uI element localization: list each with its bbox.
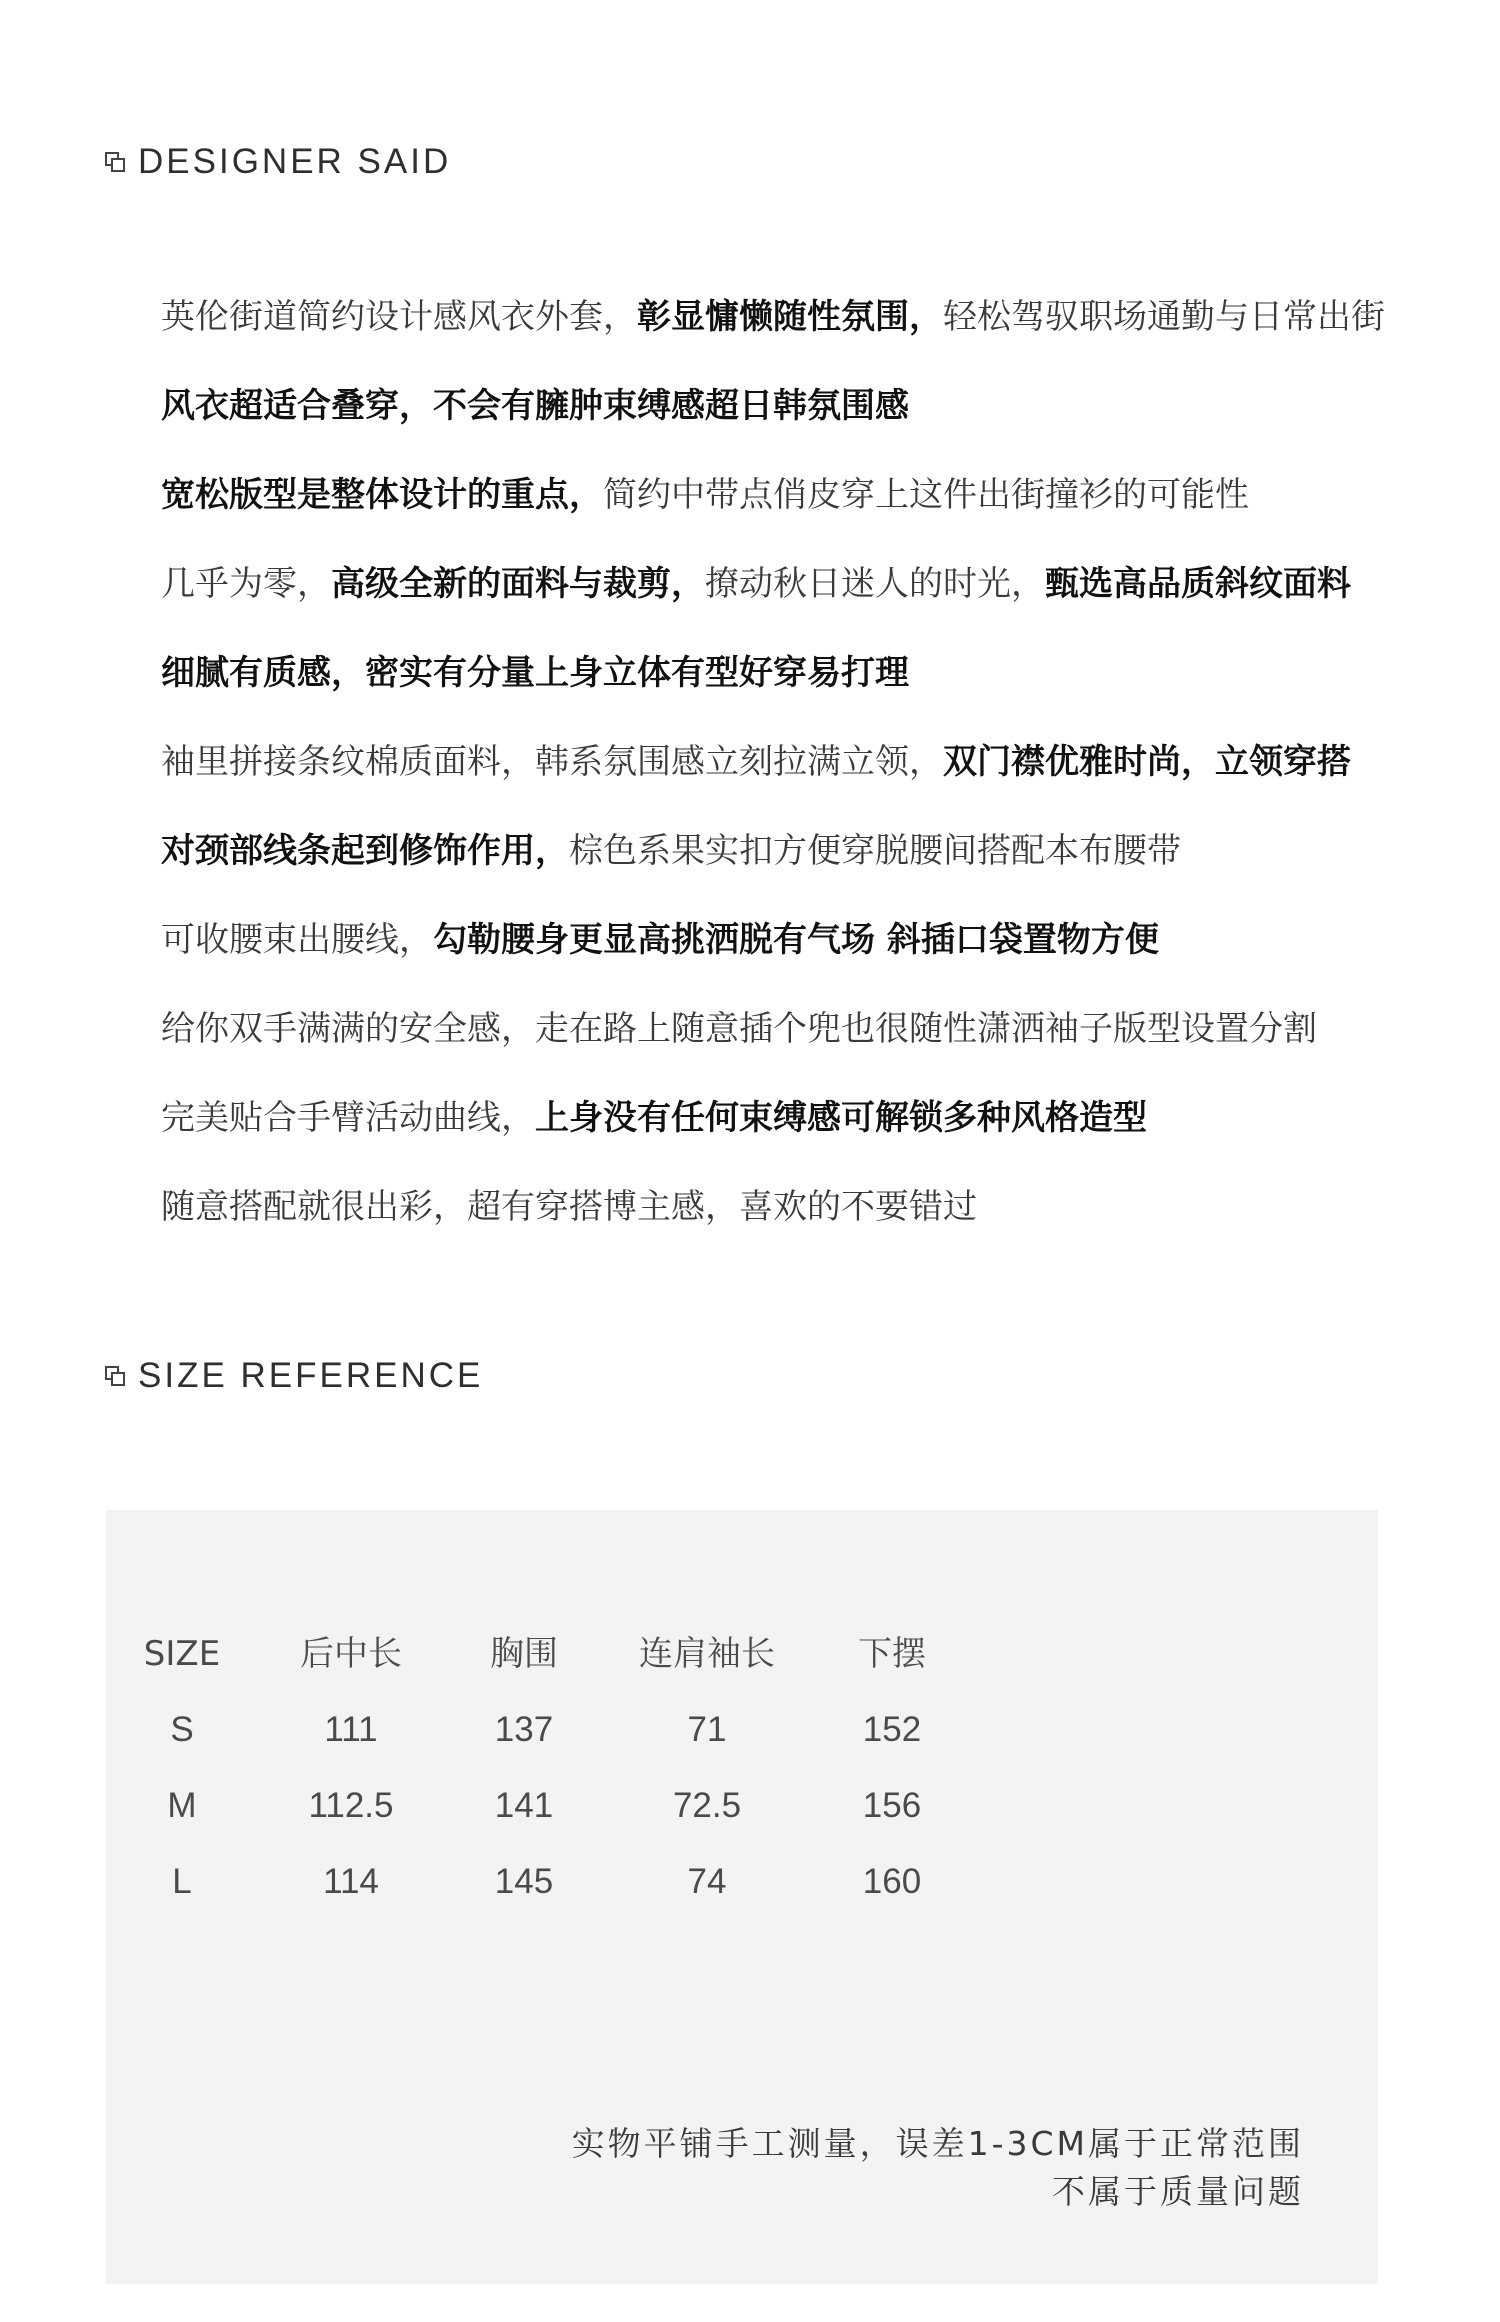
size-table-cell: 72.5 xyxy=(672,1786,742,1825)
size-table-cell: 156 xyxy=(862,1786,922,1825)
description-text: 袖里拼接条纹棉质面料，韩系氛围感立刻拉满立领， xyxy=(161,742,943,782)
description-text: 给你双手满满的安全感，走在路上随意插个兜也很随性潇洒袖子版型设置分割 xyxy=(161,1009,1317,1049)
size-reference-title: SIZE REFERENCE xyxy=(138,1356,484,1395)
description-text: 撩动秋日迷人的时光， xyxy=(705,564,1045,604)
size-table-cell: 114 xyxy=(323,1862,379,1901)
description-line xyxy=(161,282,1461,371)
description-bold-text: 上身没有任何束缚感可解锁多种风格造型 xyxy=(535,1098,1147,1138)
size-table-header-cell: SIZE xyxy=(143,1634,221,1674)
size-table-header-cell: 后中长 xyxy=(300,1634,402,1674)
description-text: 英伦街道简约设计感风衣外套， xyxy=(161,297,637,337)
description-text: 完美贴合手臂活动曲线， xyxy=(161,1098,535,1138)
size-reference-header xyxy=(104,1356,483,1396)
description-line xyxy=(161,994,1461,1083)
designer-said-header xyxy=(104,142,451,182)
size-table-cell: 141 xyxy=(494,1786,554,1825)
description-bold-text: 勾勒腰身更显高挑洒脱有气场 斜插口袋置物方便 xyxy=(433,920,1159,960)
size-table-cell: 145 xyxy=(494,1862,554,1901)
description-bold-text: 对颈部线条起到修饰作用， xyxy=(161,831,569,871)
description-bold-text: 彰显慵懒随性氛围， xyxy=(637,297,943,337)
size-table-cell: 74 xyxy=(687,1862,727,1901)
size-table-cell: 111 xyxy=(324,1710,378,1749)
measurement-note xyxy=(572,2120,1304,2216)
size-table-header-cell: 连肩袖长 xyxy=(639,1634,775,1674)
size-table-row xyxy=(106,1852,1378,1912)
description-text: 几乎为零， xyxy=(161,564,331,604)
size-table-cell: S xyxy=(170,1710,194,1749)
description-bold-text: 风衣超适合叠穿，不会有臃肿束缚感超日韩氛围感 xyxy=(161,386,909,426)
size-table-panel xyxy=(106,1510,1378,2284)
size-table-header-row xyxy=(106,1624,1378,1684)
size-table-row xyxy=(106,1776,1378,1836)
size-table-row xyxy=(106,1700,1378,1760)
size-table-header-cell: 下摆 xyxy=(858,1634,926,1674)
description-line xyxy=(161,1172,1461,1261)
description-bold-text: 宽松版型是整体设计的重点， xyxy=(161,475,603,515)
description-text: 棕色系果实扣方便穿脱腰间搭配本布腰带 xyxy=(569,831,1181,871)
size-table-cell: 112.5 xyxy=(308,1786,394,1825)
size-table-cell: L xyxy=(172,1862,192,1901)
size-table-cell: 152 xyxy=(862,1710,922,1749)
description-line xyxy=(161,638,1461,727)
measurement-note-line: 不属于质量问题 xyxy=(1052,2172,1304,2211)
designer-description xyxy=(161,282,1461,1261)
description-bold-text: 高级全新的面料与裁剪， xyxy=(331,564,705,604)
designer-said-title: DESIGNER SAID xyxy=(138,142,452,181)
description-line xyxy=(161,1083,1461,1172)
measurement-note-line: 实物平铺手工测量，误差1-3CM属于正常范围 xyxy=(571,2124,1304,2163)
size-table-cell: M xyxy=(167,1786,197,1825)
description-bold-text: 甄选高品质斜纹面料 xyxy=(1045,564,1351,604)
description-line xyxy=(161,816,1461,905)
copy-icon xyxy=(104,1365,126,1387)
description-line xyxy=(161,549,1461,638)
description-line xyxy=(161,727,1461,816)
description-text: 简约中带点俏皮穿上这件出街撞衫的可能性 xyxy=(603,475,1249,515)
size-table-cell: 71 xyxy=(687,1710,727,1749)
description-text: 随意搭配就很出彩，超有穿搭博主感，喜欢的不要错过 xyxy=(161,1187,977,1227)
size-table-cell: 160 xyxy=(862,1862,922,1901)
copy-icon xyxy=(104,151,126,173)
size-table-header-cell: 胸围 xyxy=(490,1634,558,1674)
description-bold-text: 细腻有质感，密实有分量上身立体有型好穿易打理 xyxy=(161,653,909,693)
description-line xyxy=(161,905,1461,994)
size-table-cell: 137 xyxy=(494,1710,554,1749)
description-text: 可收腰束出腰线， xyxy=(161,920,433,960)
description-line xyxy=(161,371,1461,460)
description-bold-text: 双门襟优雅时尚，立领穿搭 xyxy=(943,742,1351,782)
description-text: 轻松驾驭职场通勤与日常出街 xyxy=(943,297,1385,337)
description-line xyxy=(161,460,1461,549)
